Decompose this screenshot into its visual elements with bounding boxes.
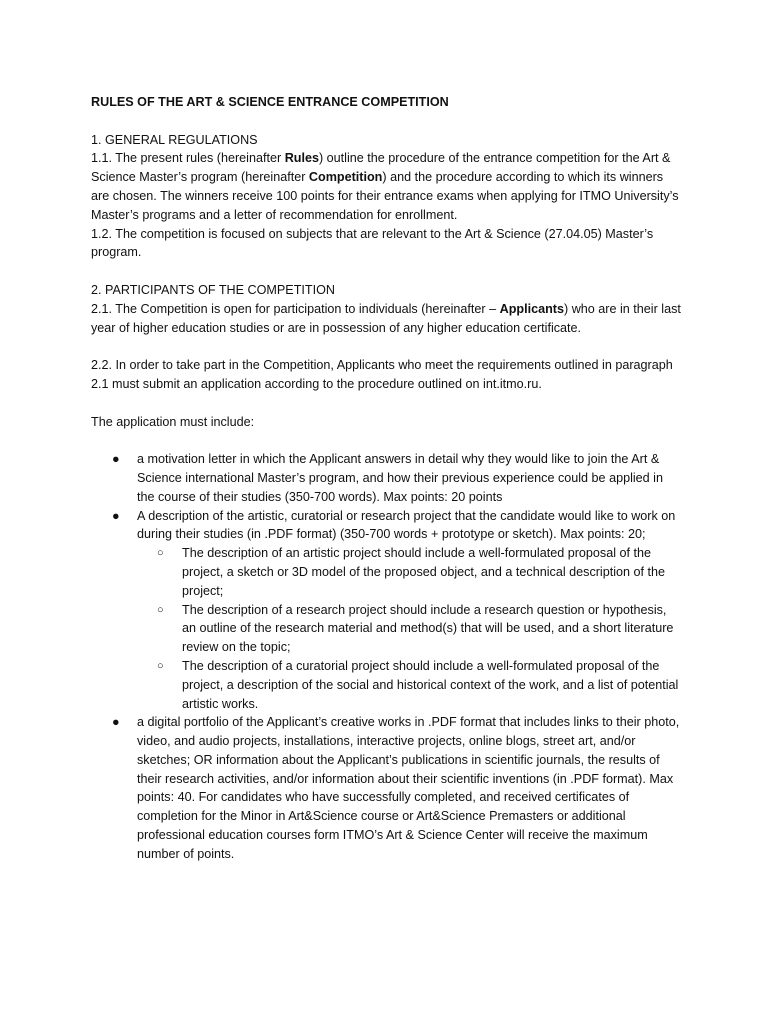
paragraph-1-1-text-a: 1.1. The present rules (hereinafter — [91, 151, 285, 166]
sublist-item-curatorial — [137, 657, 683, 713]
sublist-item-research — [137, 601, 683, 657]
artistic-project-text: The description of an artistic project should include a well-formulated proposal of the project, a sketch or 3D model of the proposed object, and a technical description of the project; — [182, 546, 666, 598]
document-title: RULES OF THE ART & SCIENCE ENTRANCE COMPETITION — [91, 95, 449, 109]
circle-bullet-icon: ○ — [157, 603, 164, 616]
paragraph-1-1 — [91, 149, 683, 224]
list-item-motivation-letter — [91, 450, 683, 506]
digital-portfolio-text: a digital portfolio of the Applicant’s creative works in .PDF format that includes links to their photo, video, and audio projects, installations, interactive projects, online blogs, street art, and/or sketches; OR information about the Applicant’s publications in scientific journals, the results of their research activities, and/or information about their scientific inventions (in .PDF format). Max points: 40. For candidates who have successfully completed, and received certificates of completion for the Minor in Art&Science course or Art&Science Premasters or additional professional education courses form ITMO’s Art & Science Center will receive the maximum number of points. — [137, 715, 680, 861]
paragraph-2-2: 2.2. In order to take part in the Competition, Applicants who meet the requirements outlined in paragraph 2.1 must submit an application according to the procedure outlined on int.itmo.ru. — [91, 358, 673, 391]
section-1-heading: 1. GENERAL REGULATIONS — [91, 132, 258, 147]
bullet-icon: ● — [112, 452, 120, 467]
spacer — [91, 394, 683, 413]
list-item-project-description — [91, 507, 683, 714]
document-content — [91, 93, 683, 864]
application-requirements-list — [91, 450, 683, 864]
bullet-icon: ● — [112, 508, 120, 523]
paragraph-2-1-text-a: 2.1. The Competition is open for participation to individuals (hereinafter – — [91, 301, 500, 316]
applicants-term: Applicants — [499, 301, 564, 316]
research-project-text: The description of a research project should include a research question or hypothesis, an outline of the research material and method(s) that will be used, and a short literature review on the topic; — [182, 602, 674, 655]
spacer — [91, 112, 683, 131]
spacer — [91, 262, 683, 281]
rules-term: Rules — [284, 151, 319, 166]
paragraph-1-1-text-c: ) outline the procedure of the entrance competition for the Art & Science Master’s program (hereinafter — [91, 151, 671, 185]
paragraph-2-1 — [91, 300, 683, 338]
section-2-heading: 2. PARTICIPANTS OF THE COMPETITION — [91, 282, 335, 297]
circle-bullet-icon: ○ — [157, 547, 164, 560]
paragraph-2-1-text-c: ) who are in their last year of higher education studies or are in possession of any higher education certificate. — [91, 301, 681, 335]
competition-term: Competition — [308, 170, 383, 185]
sublist-item-artistic — [137, 544, 683, 600]
project-description-text: A description of the artistic, curatorial or research project that the candidate would like to work on during their studies (in .PDF format) (350-700 words + prototype or sketch). Max points: 20; — [137, 508, 676, 542]
spacer — [91, 337, 683, 356]
application-intro: The application must include: — [91, 414, 255, 429]
project-types-sublist — [137, 544, 683, 713]
motivation-letter-text: a motivation letter in which the Applicant answers in detail why they would like to join the Art & Science international Master’s program, and how their previous experience could be applied in the course of their studies (350-700 words). Max points: 20 points — [137, 452, 663, 504]
bullet-icon: ● — [112, 715, 120, 730]
paragraph-1-2: 1.2. The competition is focused on subjects that are relevant to the Art & Science (27.04.05) Master’s program. — [91, 226, 654, 260]
circle-bullet-icon: ○ — [157, 659, 164, 672]
list-item-digital-portfolio — [91, 713, 683, 863]
spacer — [91, 431, 683, 450]
paragraph-1-1-text-d: ) and the procedure according to which its winners are chosen. The winners receive 100 points for their entrance exams when applying for ITMO University’s Master’s programs and a letter of recommendation for enrollment. — [91, 170, 679, 222]
curatorial-project-text: The description of a curatorial project should include a well-formulated proposal of the project, a description of the social and historical context of the work, and a list of potential artistic works. — [182, 658, 679, 711]
